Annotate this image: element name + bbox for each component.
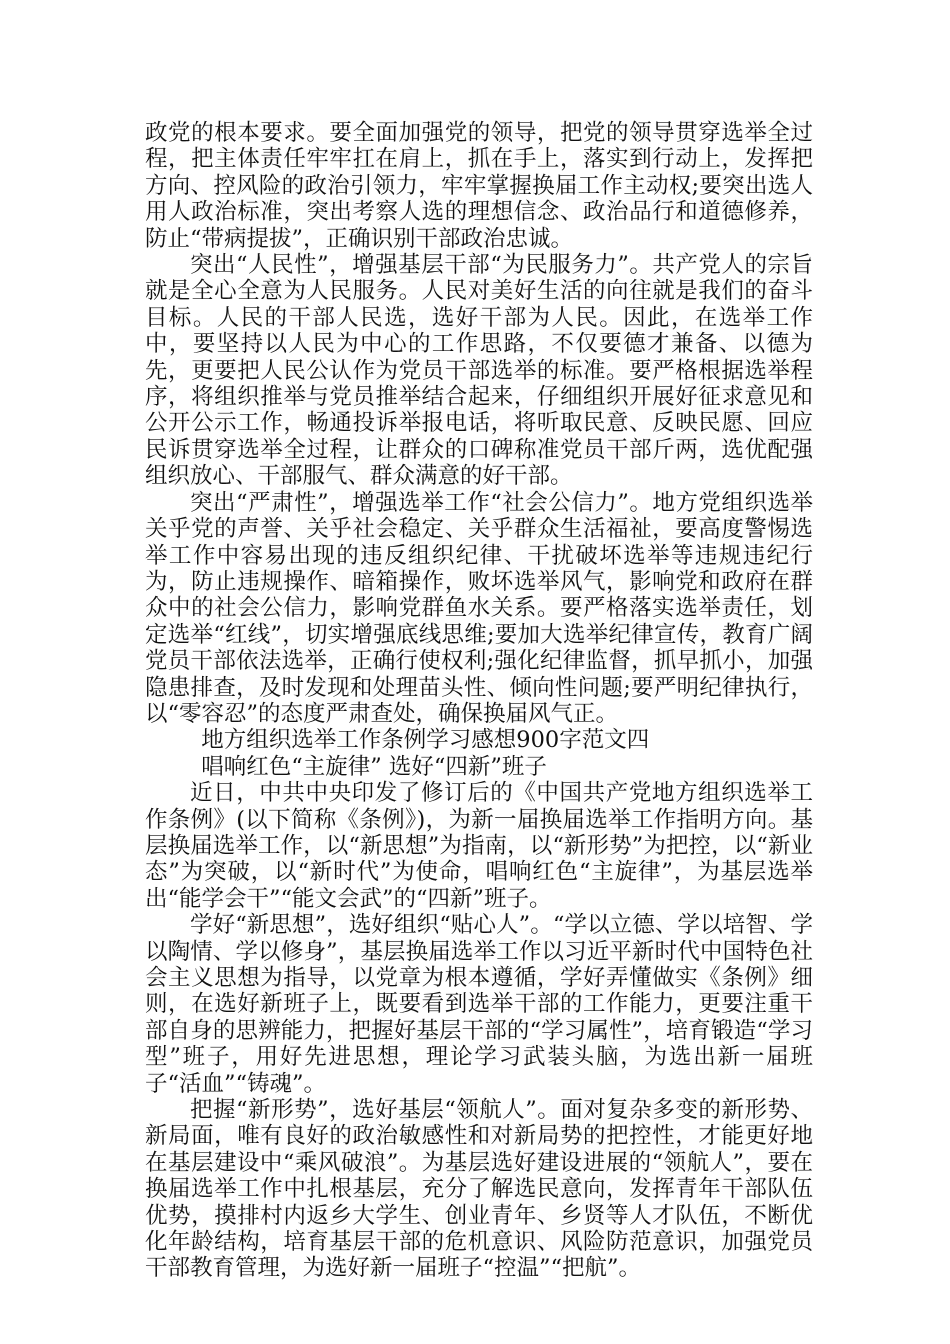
essay-title: 地方组织选举工作条例学习感想900字范文四 <box>201 727 650 754</box>
paragraph-political-requirements: 政党的根本要求。要全面加强党的领导，把党的领导贯穿选举全过程，把主体责任牢牢扛在肩上，抓在手上，落实到行动上，发挥把方向、控风险的政治引领力，牢牢掌握换届工作主动权;要突出选人用人政治标准，突出考察人选的理想信念、政治品行和道德修养，防止“带病提拔”，正确识别干部政治忠诚。 <box>145 120 813 252</box>
paragraph-new-situation: 把握“新形势”，选好基层“领航人”。面对复杂多变的新形势、新局面，唯有良好的政治敏感性和对新局势的把控性，才能更好地在基层建设中“乘风破浪”。为基层选好建设进展的“领航人”，要在换届选举工作中扎根基层，充分了解选民意向，发挥青年干部队伍优势，摸排村内返乡大学生、创业青年、乡贤等人才队伍，不断优化年龄结构，培育基层干部的危机意识、风险防范意识，加强党员干部教育管理，为选好新一届班子“控温”“把航”。 <box>145 1097 813 1282</box>
paragraph-seriousness: 突出“严肃性”，增强选举工作“社会公信力”。地方党组织选举关乎党的声誉、关乎社会稳定、关乎群众生活福祉，要高度警惕选举工作中容易出现的违反组织纪律、干扰破坏选举等违规违纪行为，防止违规操作、暗箱操作，败坏选举风气，影响党和政府在群众中的社会公信力，影响党群鱼水关系。要严格落实选举责任，划定选举“红线”，切实增强底线思维;要加大选举纪律宣传，教育广阔党员干部依法选举，正确行使权利;强化纪律监督，抓早抓小，加强隐患排查，及时发现和处理苗头性、倾向性问题;要严明纪律执行，以“零容忍”的态度严肃查处，确保换届风气正。 <box>145 489 813 727</box>
document-page <box>145 120 813 1282</box>
essay-subtitle: 唱响红色“主旋律” 选好“四新”班子 <box>201 753 547 780</box>
paragraph-people-oriented: 突出“人民性”，增强基层干部“为民服务力”。共产党人的宗旨就是全心全意为人民服务。人民对美好生活的向往就是我们的奋斗目标。人民的干部人民选，选好干部为人民。因此，在选举工作中，要坚持以人民为中心的工作思路，不仅要德才兼备、以德为先，更要把人民公认作为党员干部选举的标准。要严格根据选举程序，将组织推举与党员推举结合起来，仔细组织开展好征求意见和公开公示工作，畅通投诉举报电话，将听取民意、反映民愿、回应民诉贯穿选举全过程，让群众的口碑称准党员干部斤两，选优配强组织放心、干部服气、群众满意的好干部。 <box>145 252 813 490</box>
paragraph-new-thought: 学好“新思想”，选好组织“贴心人”。“学以立德、学以培智、学以陶情、学以修身”，基层换届选举工作以习近平新时代中国特色社会主义思想为指导，以党章为根本遵循，学好弄懂做实《条例》细则，在选好新班子上，既要看到选举干部的工作能力，更要注重干部自身的思辨能力，把握好基层干部的“学习属性”，培育锻造“学习型”班子，用好先进思想，理论学习武装头脑，为选出新一届班子“活血”“铸魂”。 <box>145 912 813 1097</box>
paragraph-introduction: 近日，中共中央印发了修订后的《中国共产党地方组织选举工作条例》(以下简称《条例》)，为新一届换届选举工作指明方向。基层换届选举工作，以“新思想”为指南，以“新形势”为把控，以“新业态”为突破，以“新时代”为使命，唱响红色“主旋律”，为基层选举出“能学会干”“能文会武”的“四新”班子。 <box>145 780 813 912</box>
